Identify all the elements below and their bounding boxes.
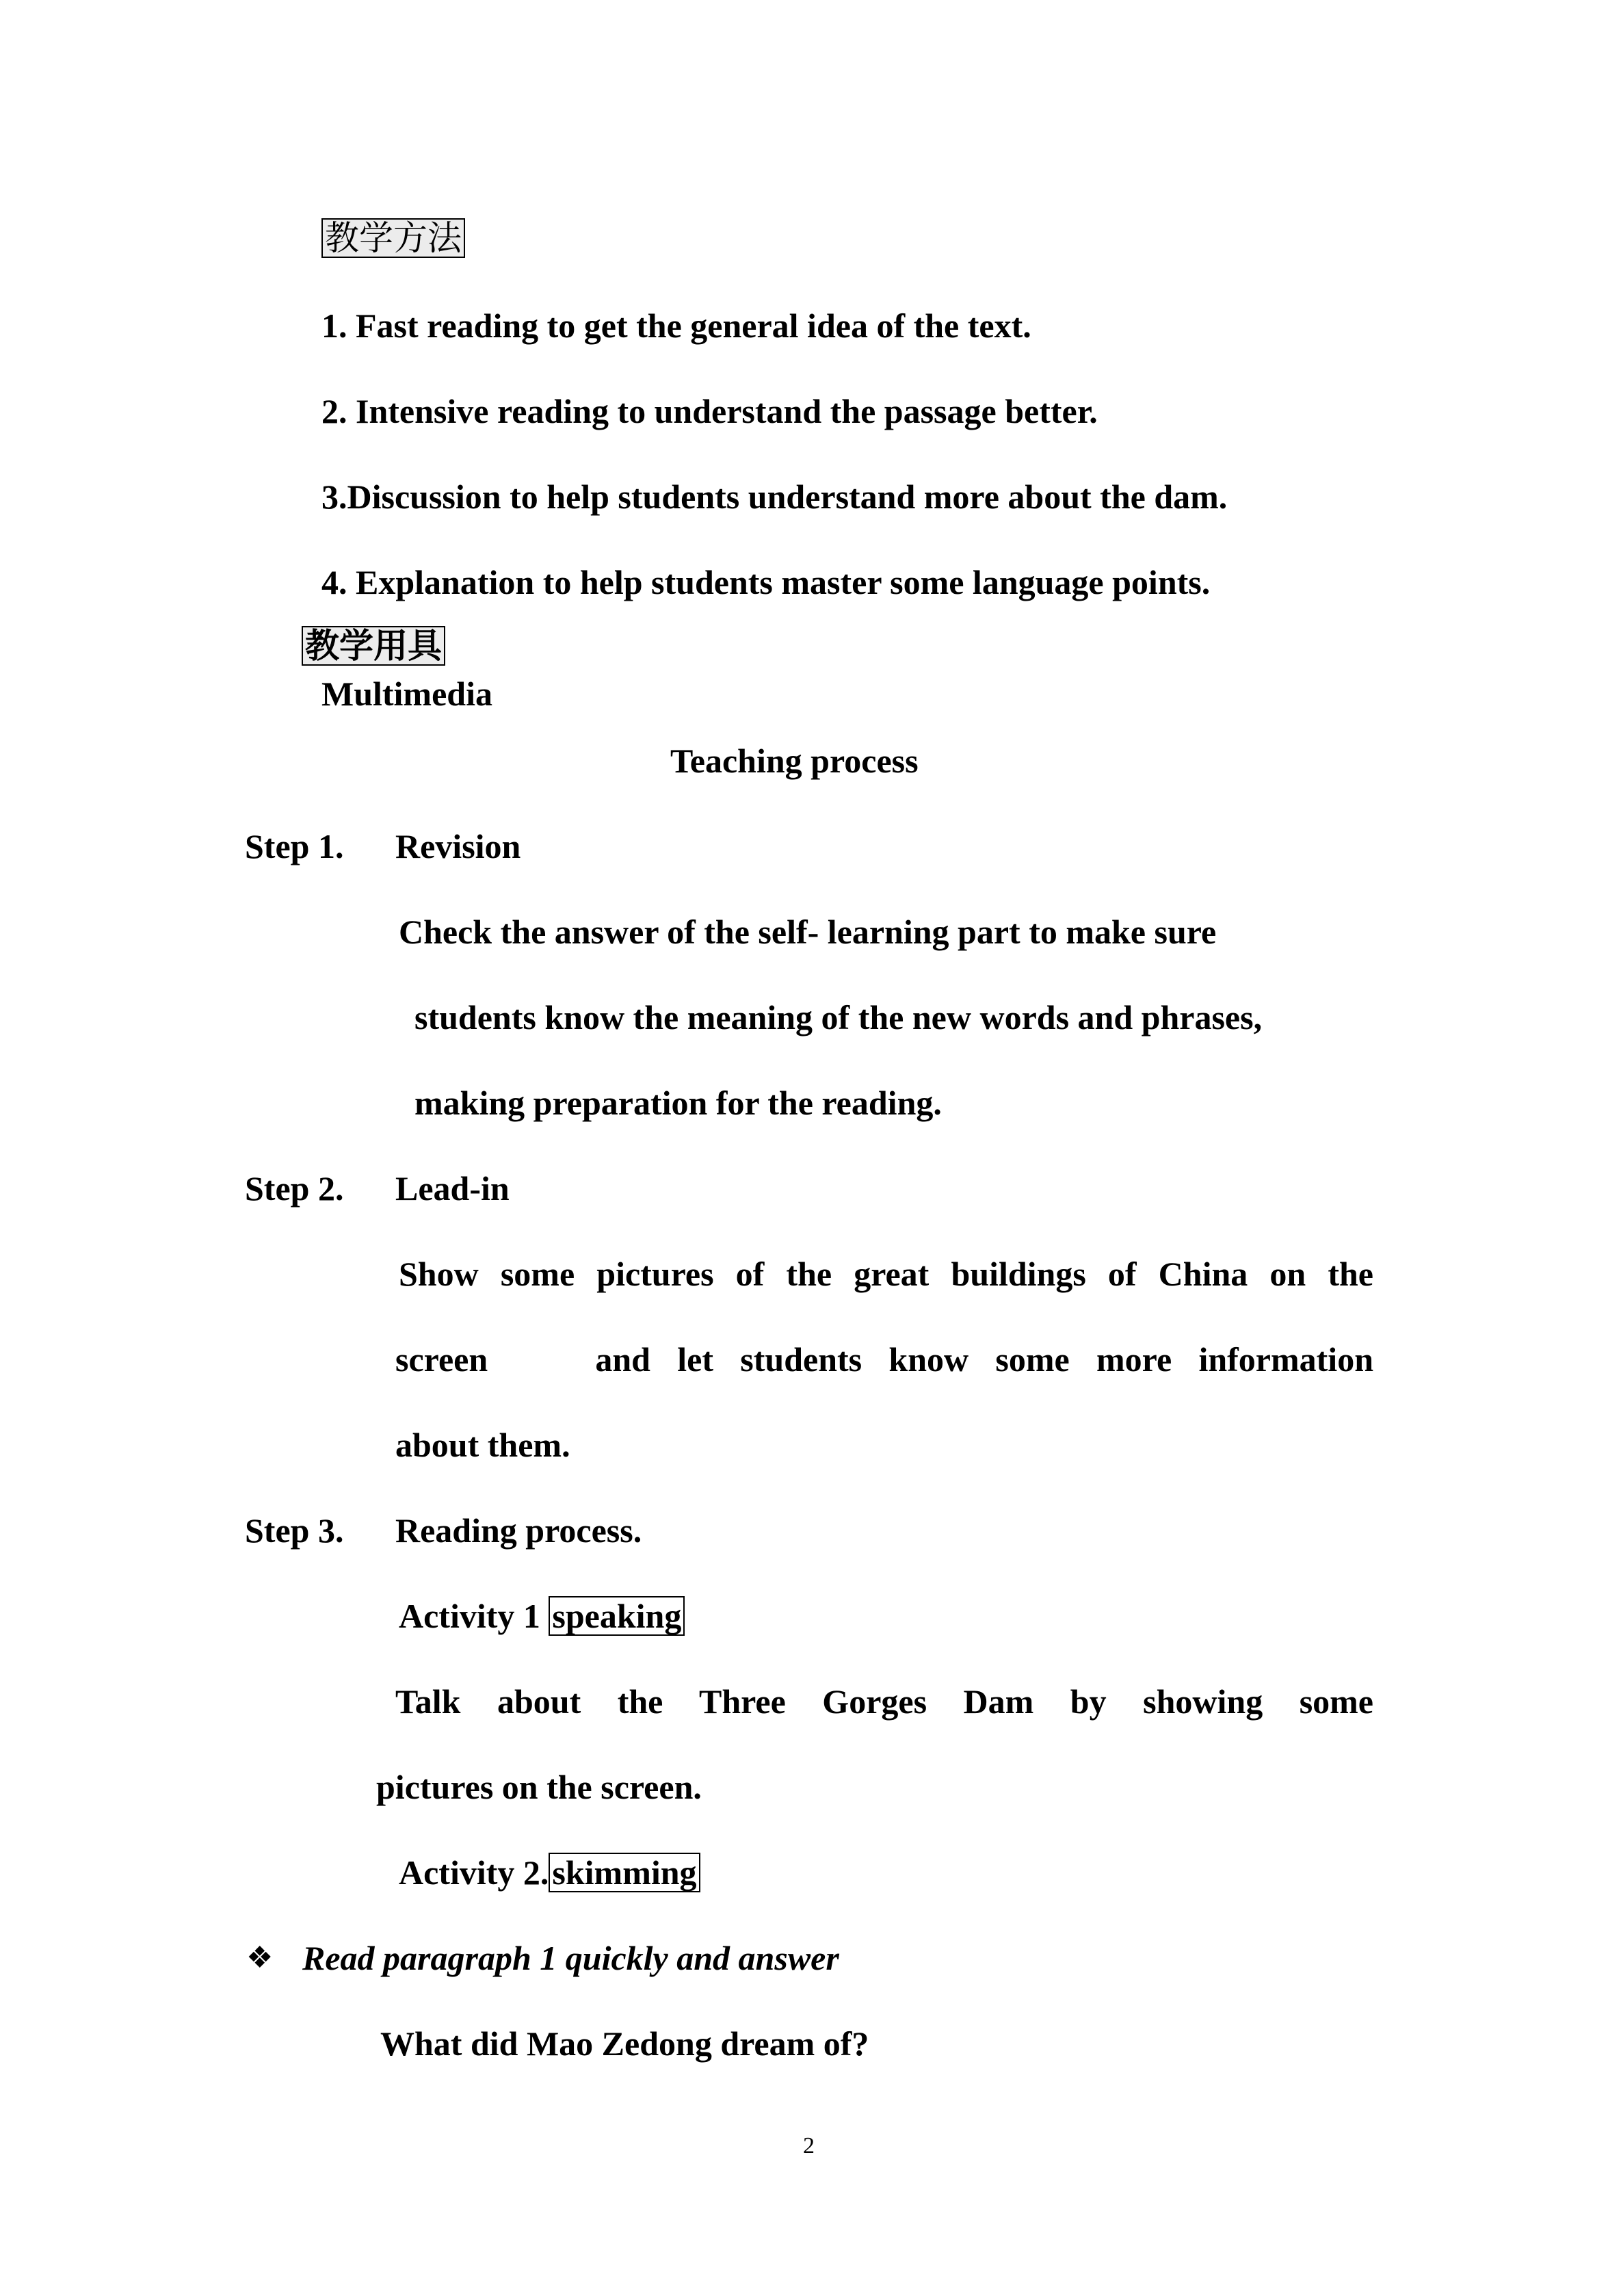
tools-heading: 教学用具: [302, 625, 445, 666]
activity-1-prefix: Activity 1: [399, 1597, 549, 1635]
page-number: 2: [803, 2133, 815, 2158]
method-item-1: 1. Fast reading to get the general idea of the text.: [321, 306, 1031, 345]
step1-label: Step 1.: [245, 827, 344, 865]
method-item-3: 3.Discussion to help students understand more about the dam.: [321, 478, 1228, 516]
step2-line-1: Show some pictures of the great buildings of China on the: [399, 1255, 1373, 1293]
activity-1-line-1: Talk about the Three Gorges Dam by showing some: [395, 1682, 1373, 1721]
step2-line-3: about them.: [395, 1426, 570, 1464]
task-question: What did Mao Zedong dream of?: [380, 2024, 869, 2063]
activity-1-tag: speaking: [549, 1596, 685, 1636]
activity-2-tag: skimming: [549, 1853, 700, 1892]
activity-2-prefix: Activity 2.: [399, 1853, 549, 1892]
task-instruction: Read paragraph 1 quickly and answer: [302, 1939, 839, 1977]
step2-title: Lead-in: [395, 1169, 510, 1208]
step1-title: Revision: [395, 827, 521, 865]
activity-1-line-2: pictures on the screen.: [376, 1768, 702, 1806]
step1-line-2: students know the meaning of the new words and phrases,: [414, 998, 1263, 1036]
step1-line-3: making preparation for the reading.: [414, 1084, 942, 1122]
method-item-2: 2. Intensive reading to understand the passage better.: [321, 392, 1098, 430]
activity-1: [399, 1595, 685, 1636]
method-item-4: 4. Explanation to help students master some language points.: [321, 563, 1211, 601]
step3-title: Reading process.: [395, 1511, 642, 1550]
methods-heading: 教学方法: [321, 218, 465, 259]
step2-label: Step 2.: [245, 1169, 344, 1208]
step1-line-1: Check the answer of the self- learning part to make sure: [399, 913, 1217, 951]
process-title: Teaching process: [670, 742, 919, 780]
activity-2: [399, 1852, 700, 1893]
diamond-bullet-icon: ❖: [246, 1941, 274, 1974]
tools-value: Multimedia: [321, 675, 492, 713]
step2-line-2: screen and let students know some more information: [395, 1340, 1373, 1379]
step3-label: Step 3.: [245, 1511, 344, 1550]
